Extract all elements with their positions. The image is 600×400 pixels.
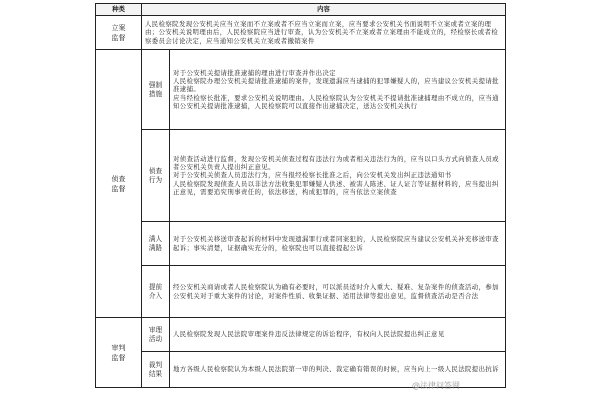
subcategory-caipan-label: 裁判 结果	[148, 360, 163, 378]
subcategory-qiangzhi-label: 强制 措施	[148, 80, 163, 98]
category-shenpan	[96, 318, 142, 388]
subcategory-caipan	[142, 352, 170, 388]
qiangzhi-para-3: 应当经检察长批准，要求公安机关说明理由。人民检察院认为公安机关不提请批准逮捕理由不成立的，应当通知公安机关提请批准逮捕，人民检察院可以直接作出逮捕决定，送达公安机关执行	[173, 93, 499, 110]
header-content: 内容	[142, 4, 506, 16]
category-lian-label: 立案 监督	[111, 23, 126, 42]
row-lian	[96, 16, 506, 50]
category-zhencha-label: 侦查 监督	[111, 174, 126, 193]
content-lian: 人民检察院发现公安机关应当立案而不立案或者不应当立案而立案，应当要求公安机关书面说明不立案或者立案的理由；公安机关说明理由后，人民检察院应当进行审查，认为公安机关不立案或者立案理由不能成立的，经检察长或者检察委员会讨论决定，应当通知公安机关立案或者撤销案件	[142, 16, 506, 50]
row-qiangzhi	[96, 50, 506, 130]
subcategory-tiqian-label: 提前 介入	[148, 282, 163, 300]
category-shenpan-label: 审判 监督	[111, 343, 126, 362]
subcategory-huodong-label: 审理 活动	[148, 325, 163, 343]
category-lian	[96, 16, 142, 50]
xingwei-para-1: 对侦查活动进行监督，发现公安机关侦查过程有违法行为或者相关违法行为的，应当以口头方式向侦查人员或者公安机关负责人提出纠正意见。	[173, 154, 499, 172]
category-zhencha	[96, 50, 142, 318]
subcategory-qiangzhi	[142, 50, 170, 130]
content-xingwei	[170, 130, 506, 222]
subcategory-manren	[142, 222, 170, 266]
qiangzhi-para-1: 对于公安机关提请批准逮捕的理由进行审查并作出决定	[173, 68, 336, 77]
content-caipan: 地方各级人民检察院认为本级人民法院第一审的判决、裁定确有错误的时候，应当向上一级人民法院提出抗诉	[170, 352, 506, 388]
subcategory-xingwei	[142, 130, 170, 222]
row-huodong	[96, 318, 506, 352]
document-table-wrapper	[95, 3, 505, 395]
subcategory-manren-label: 满人 满路	[148, 234, 163, 252]
row-tiqian	[96, 266, 506, 318]
content-huodong: 人民检察院发现人民法院审理案件违反法律规定的诉讼程序，有权向人民法院提出纠正意见	[170, 318, 506, 352]
xingwei-para-3: 人民检察院发现侦查人员以非法方法收集犯罪嫌疑人供述、被害人陈述、证人证言等证据材料的，应当提出纠正意见，需要追究刑事责任的，依法移送，构成犯罪的，应当依法立案侦查	[173, 179, 499, 196]
row-manren	[96, 222, 506, 266]
row-xingwei	[96, 130, 506, 222]
qiangzhi-para-2: 人民检察院办理公安机关提请批准逮捕的案件，发现遗漏应当逮捕的犯罪嫌疑人的，应当建议公安机关提请批准逮捕。	[173, 77, 499, 94]
header-category: 种类	[96, 4, 142, 16]
subcategory-xingwei-label: 侦查 行为	[148, 166, 163, 184]
watermark: @法律问答网	[412, 381, 460, 390]
subcategory-tiqian	[142, 266, 170, 318]
content-manren: 对于公安机关移送审查起诉的材料中发现遗漏罪行或者同案犯的，人民检察院应当建议公安机关补充移送审查起诉；事实清楚，证据确实充分的，检察院也可以直接提起公诉	[170, 222, 506, 266]
supervision-table	[95, 3, 506, 388]
xingwei-para-2: 对于公安机关侦查人员违法行为，应当报经检察长批准之后，向公安机关发出纠正违法通知书	[173, 171, 452, 180]
content-qiangzhi	[170, 50, 506, 130]
subcategory-huodong	[142, 318, 170, 352]
header-row	[96, 4, 506, 16]
content-tiqian: 经公安机关商请或者人民检察院认为确有必要时，可以派员适时介入重大、疑难、复杂案件的侦查活动，参加公安机关对于重大案件的讨论，对案件性质、收集证据、适用法律等提出意见，监督侦查活动是否合法	[170, 266, 506, 318]
